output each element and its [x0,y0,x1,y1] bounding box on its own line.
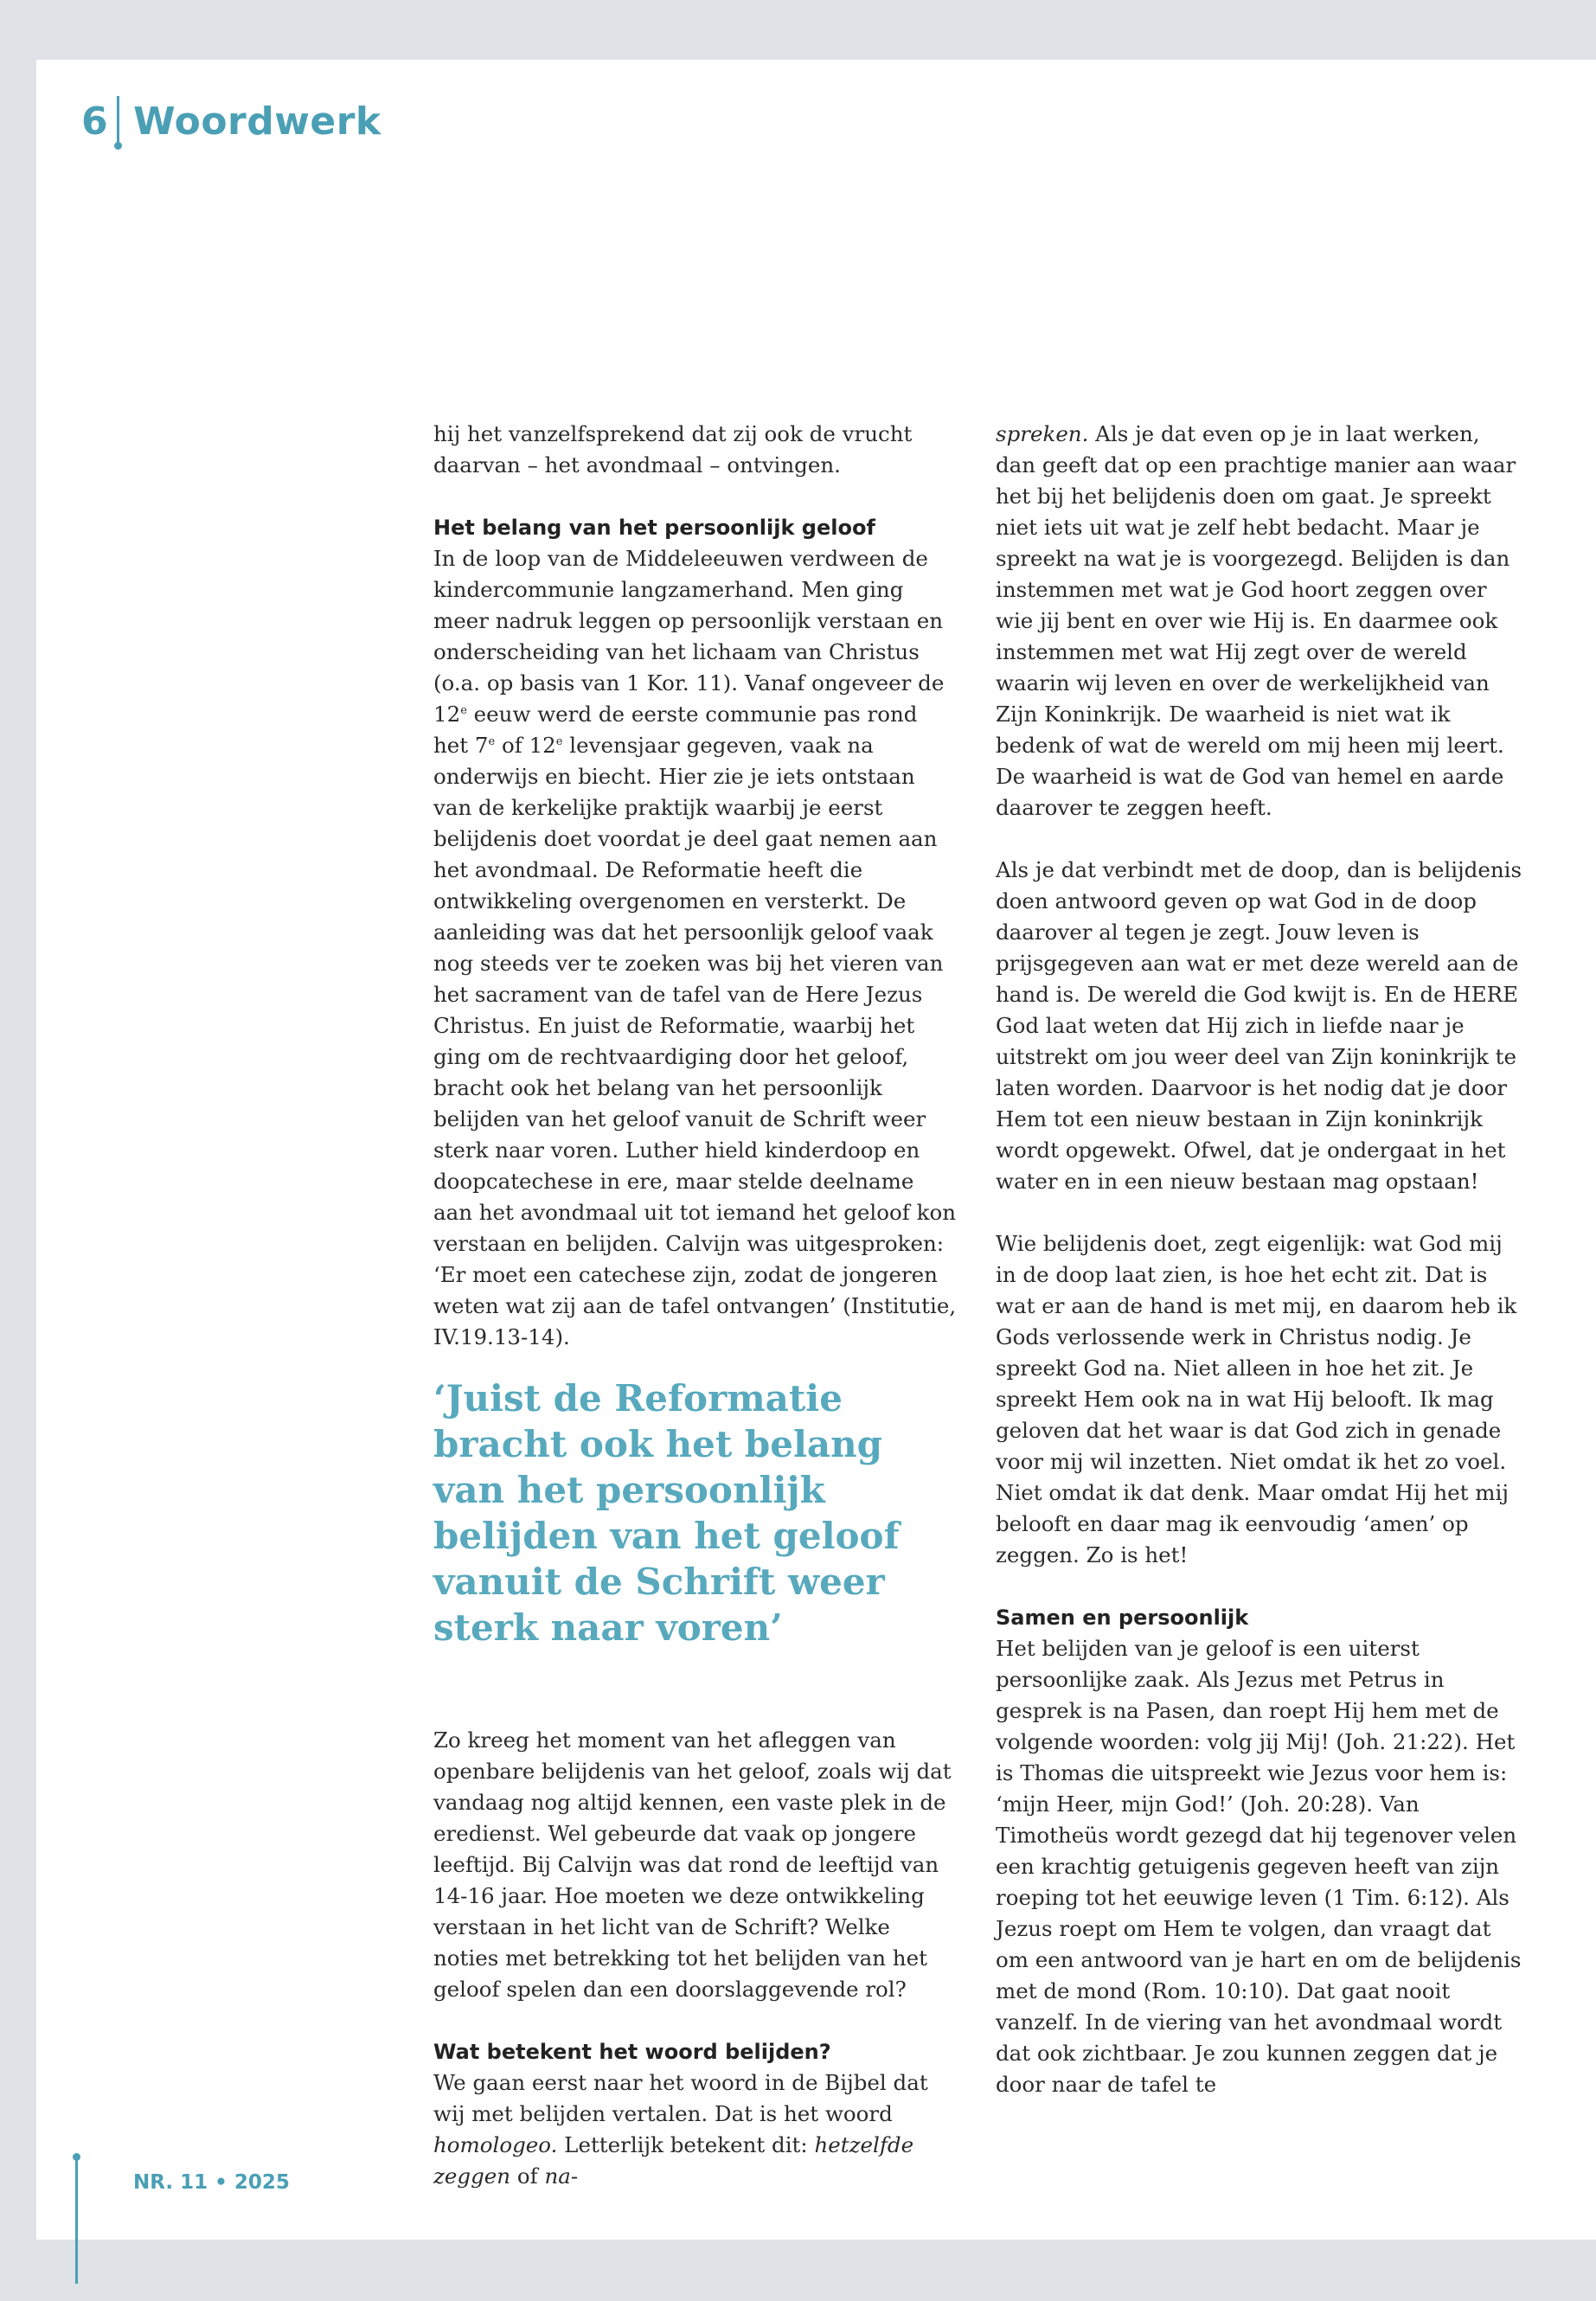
header-divider [117,96,119,146]
paragraph: spreken. Als je dat even op je in laat werken, dan geeft dat op een prachtige manier aan waar het bij het belijdenis doen om gaat. Je spreekt niet iets uit wat je zelf hebt bedacht. Maar je spreekt na wat je is voorgezegd. Belijden is dan instemmen met wat je God hoort zeggen over wie jij bent en over wie Hij is. En daarmee ook instemmen met wat Hij zegt over de wereld waarin wij leven en over de werkelijkheid van Zijn Koninkrijk. De waarheid is niet wat ik bedenk of wat de wereld om mij heen mij leert. De waarheid is wat de God van hemel en aarde daarover te zeggen heeft. [996,421,1516,820]
section-heading: Het belang van het persoonlijk geloof [433,516,875,540]
paragraph: Het belijden van je geloof is een uiterst persoonlijke zaak. Als Jezus met Petrus in gesprek is na Pasen, dan roept Hij hem met de volgende woorden: volg jij Mij! (Joh. 21:22). Het is Thomas die uitspreekt wie Jezus voor hem is: ‘mijn Heer, mijn God!’ (Joh. 20:28). Van Timotheüs wordt gezegd dat hij tegenover velen een krachtig getuigenis gegeven heeft van zijn roeping tot het eeuwige leven (1 Tim. 6:12). Als Jezus roept om Hem te volgen, dan vraagt dat om een antwoord van je hart en om de belijdenis met de mond (Rom. 10:10). Dat gaat nooit vanzelf. In de viering van het avondmaal wordt dat ook zichtbaar. Je zou kunnen zeggen dat je door naar de tafel te [996,1636,1522,2097]
page-header [81,96,381,146]
paragraph: Zo kreeg het moment van het afleggen van openbare belijdenis van het geloof, zoals wij dat vandaag nog altijd kennen, een vaste plek in de eredienst. Wel gebeurde dat vaak op jongere leeftijd. Bij Calvijn was dat rond de leeftijd van 14-16 jaar. Hoe moeten we deze ontwikkeling verstaan in het licht van de Schrift? Welke noties met betrekking tot het belijden van het geloof spelen dan een doorslaggevende rol? [433,1727,952,2002]
paragraph: hij het vanzelfsprekend dat zij ook de vrucht daarvan – het avondmaal – ontvingen. [433,421,913,478]
section-heading: Wat betekent het woord belijden? [433,2040,831,2064]
pull-quote: ‘Juist de Reformatie bracht ook het belang van het persoonlijk belijden van het geloof vanuit de Schrift weer sterk naar voren’ [433,1377,900,1649]
page-number: 6 [81,99,109,144]
section-title: Woordwerk [133,99,381,144]
left-column [433,419,958,2192]
paragraph: Als je dat verbindt met de doop, dan is belijdenis doen antwoord geven op wat God in de doop daarover al tegen je zegt. Jouw leven is prijsgegeven aan wat er met deze wereld aan de hand is. De wereld die God kwijt is. En de HERE God laat weten dat Hij zich in liefde naar je uitstrekt om jou weer deel van Zijn koninkrijk te laten worden. Daarvoor is het nodig dat je door Hem tot een nieuw bestaan in Zijn koninkrijk wordt opgewekt. Ofwel, dat je ondergaat in het water en in een nieuw bestaan mag opstaan! [996,857,1522,1194]
paragraph: We gaan eerst naar het woord in de Bijbel dat wij met belijden vertalen. Dat is het woord homologeo. Letterlijk betekent dit: hetzelfde zeggen of na- [433,2070,928,2189]
section-heading: Samen en persoonlijk [996,1606,1249,1630]
paragraph: Wie belijdenis doet, zegt eigenlijk: wat God mij in de doop laat zien, is hoe het echt zit. Dat is wat er aan de hand is met mij, en daarom heb ik Gods verlossende werk in Christus nodig. Je spreekt God na. Niet alleen in hoe het zit. Je spreekt Hem ook na in wat Hij belooft. Ik mag geloven dat het waar is dat God zich in genade voor mij wil inzetten. Niet omdat ik het zo voel. Niet omdat ik dat denk. Maar omdat Hij het mij belooft en daar mag ik eenvoudig ‘amen’ op zeggen. Zo is het! [996,1231,1517,1567]
paragraph: In de loop van de Middeleeuwen verdween de kindercommunie langzamerhand. Men ging meer nadruk leggen op persoonlijk verstaan en onderscheiding van het lichaam van Christus (o.a. op basis van 1 Kor. 11). Vanaf ongeveer de 12e eeuw werd de eerste communie pas rond het 7e of 12e levensjaar gegeven, vaak na onderwijs en biecht. Hier zie je iets ontstaan van de kerkelijke praktijk waarbij je eerst belijdenis doet voordat je deel gaat nemen aan het avondmaal. De Reformatie heeft die ontwikkeling overgenomen en versterkt. De aanleiding was dat het persoonlijk geloof vaak nog steeds ver te zoeken was bij het vieren van het sacrament van de tafel van de Here Jezus Christus. En juist de Reformatie, waarbij het ging om de rechtvaardiging door het geloof, bracht ook het belang van het persoonlijk belijden van het geloof vanuit de Schrift weer sterk naar voren. Luther hield kinderdoop en doopcatechese in ere, maar stelde deelname aan het avondmaal uit tot iemand het geloof kon verstaan en belijden. Calvijn was uitgesproken: ‘Er moet een catechese zijn, zodat de jongeren weten wat zij aan de tafel ontvangen’ (Institutie, IV.19.13-14). [433,546,957,1349]
right-column [996,419,1523,2100]
footer-divider [75,2157,78,2284]
issue-label: NR. 11 • 2025 [133,2171,290,2194]
